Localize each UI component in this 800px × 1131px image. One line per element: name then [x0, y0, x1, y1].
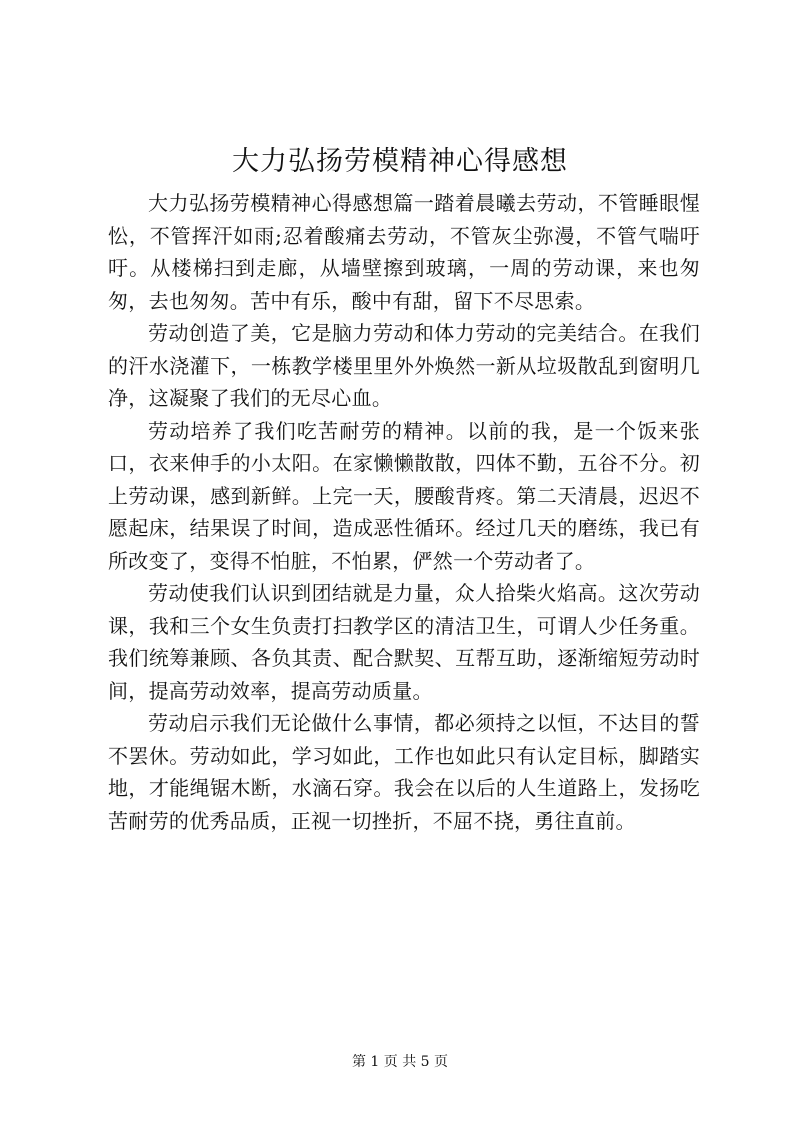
document-title: 大力弘扬劳模精神心得感想 — [232, 146, 568, 177]
page-number-footer: 第 1 页 共 5 页 — [351, 1054, 449, 1070]
paragraph-4: 劳动使我们认识到团结就是力量，众人拾柴火焰高。这次劳动课，我和三个女生负责打扫教学区的清洁卫生，可谓人少任务重。我们统筹兼顾、各负其责、配合默契、互帮互助，逐渐缩短劳动时间，提高劳动效率，提高劳动质量。 — [108, 581, 700, 703]
paragraph-5: 劳动启示我们无论做什么事情，都必须持之以恒，不达目的誓不罢休。劳动如此，学习如此，工作也如此只有认定目标，脚踏实地，才能绳锯木断，水滴石穿。我会在以后的人生道路上，发扬吃苦耐劳的优秀品质，正视一切挫折，不屈不挠，勇往直前。 — [108, 711, 700, 833]
document-body — [108, 187, 700, 837]
paragraph-2: 劳动创造了美，它是脑力劳动和体力劳动的完美结合。在我们的汗水浇灌下，一栋教学楼里里外外焕然一新从垃圾散乱到窗明几净，这凝聚了我们的无尽心血。 — [108, 321, 700, 410]
paragraph-3: 劳动培养了我们吃苦耐劳的精神。以前的我，是一个饭来张口，衣来伸手的小太阳。在家懒懒散散，四体不勤，五谷不分。初上劳动课，感到新鲜。上完一天，腰酸背疼。第二天清晨，迟迟不愿起床，结果误了时间，造成恶性循环。经过几天的磨练，我已有所改变了，变得不怕脏，不怕累，俨然一个劳动者了。 — [108, 418, 700, 573]
paragraph-1: 大力弘扬劳模精神心得感想篇一踏着晨曦去劳动，不管睡眼惺忪，不管挥汗如雨;忍着酸痛去劳动，不管灰尘弥漫，不管气喘吁吁。从楼梯扫到走廊，从墙壁擦到玻璃，一周的劳动课，来也匆匆，去也匆匆。苦中有乐，酸中有甜，留下不尽思索。 — [108, 191, 700, 313]
